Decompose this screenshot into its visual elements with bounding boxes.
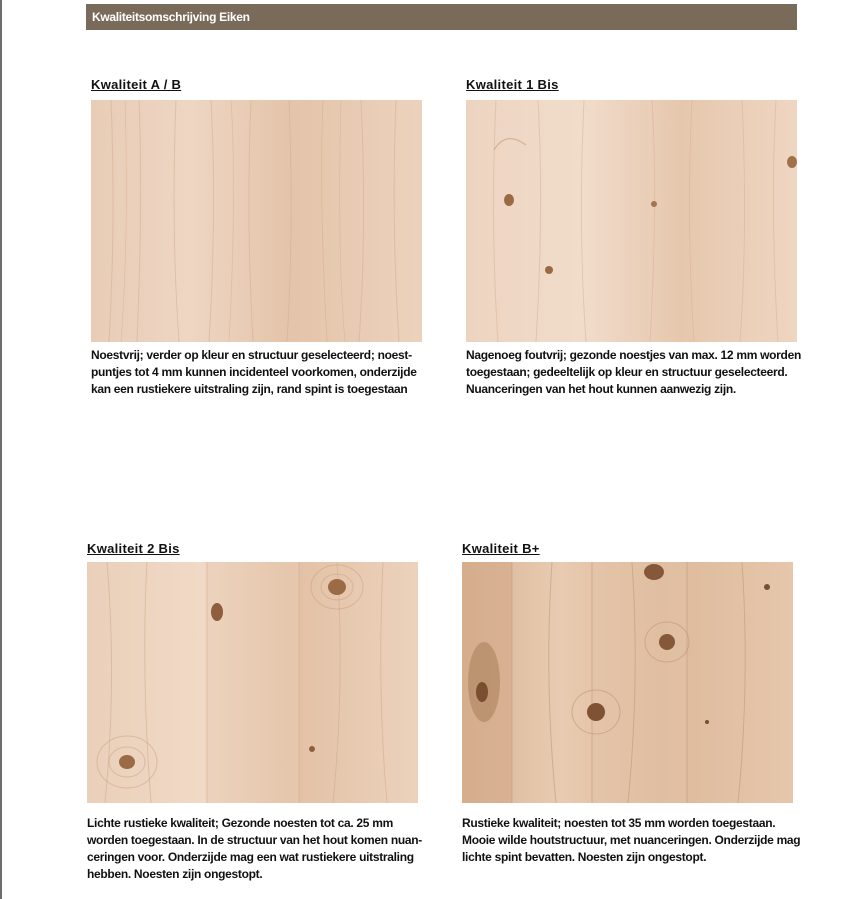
description-line: Nuanceringen van het hout kunnen aanwezig zijn. <box>466 382 736 396</box>
quality-description-bplus <box>462 815 800 866</box>
section-header <box>86 4 797 30</box>
quality-title-2bis: Kwaliteit 2 Bis <box>87 541 180 556</box>
quality-description-1bis <box>466 347 801 398</box>
description-line: toegestaan; gedeeltelijk op kleur en structuur geselecteerd. <box>466 365 788 379</box>
description-line: Nagenoeg foutvrij; gezonde noestjes van max. 12 mm worden <box>466 348 801 362</box>
description-line: Rustieke kwaliteit; noesten tot 35 mm worden toegestaan. <box>462 816 776 830</box>
description-line: hebben. Noesten zijn ongestopt. <box>87 867 263 881</box>
section-title: Kwaliteitsomschrijving Eiken <box>92 10 250 24</box>
description-line: puntjes tot 4 mm kunnen incidenteel voorkomen, onderzijde <box>91 365 417 379</box>
description-line: kan een rustiekere uitstraling zijn, rand spint is toegestaan <box>91 382 408 396</box>
quality-title-ab: Kwaliteit A / B <box>91 77 182 92</box>
wood-sample-image-bplus <box>462 562 793 803</box>
wood-sample-image-ab <box>91 100 422 342</box>
description-line: Mooie wilde houtstructuur, met nuanceringen. Onderzijde mag <box>462 833 801 847</box>
wood-sample-image-1bis <box>466 100 797 342</box>
quality-description-2bis <box>87 815 422 883</box>
page-left-border <box>0 0 2 899</box>
description-line: ceringen voor. Onderzijde mag een wat rustiekere uitstraling <box>87 850 414 864</box>
description-line: worden toegestaan. In de structuur van het hout komen nuan- <box>87 833 422 847</box>
description-line: Lichte rustieke kwaliteit; Gezonde noesten tot ca. 25 mm <box>87 816 393 830</box>
description-line: lichte spint bevatten. Noesten zijn ongestopt. <box>462 850 707 864</box>
quality-title-1bis: Kwaliteit 1 Bis <box>466 77 559 92</box>
quality-description-ab <box>91 347 417 398</box>
wood-sample-image-2bis <box>87 562 418 803</box>
quality-title-bplus: Kwaliteit B+ <box>462 541 540 556</box>
description-line: Noestvrij; verder op kleur en structuur geselecteerd; noest- <box>91 348 412 362</box>
